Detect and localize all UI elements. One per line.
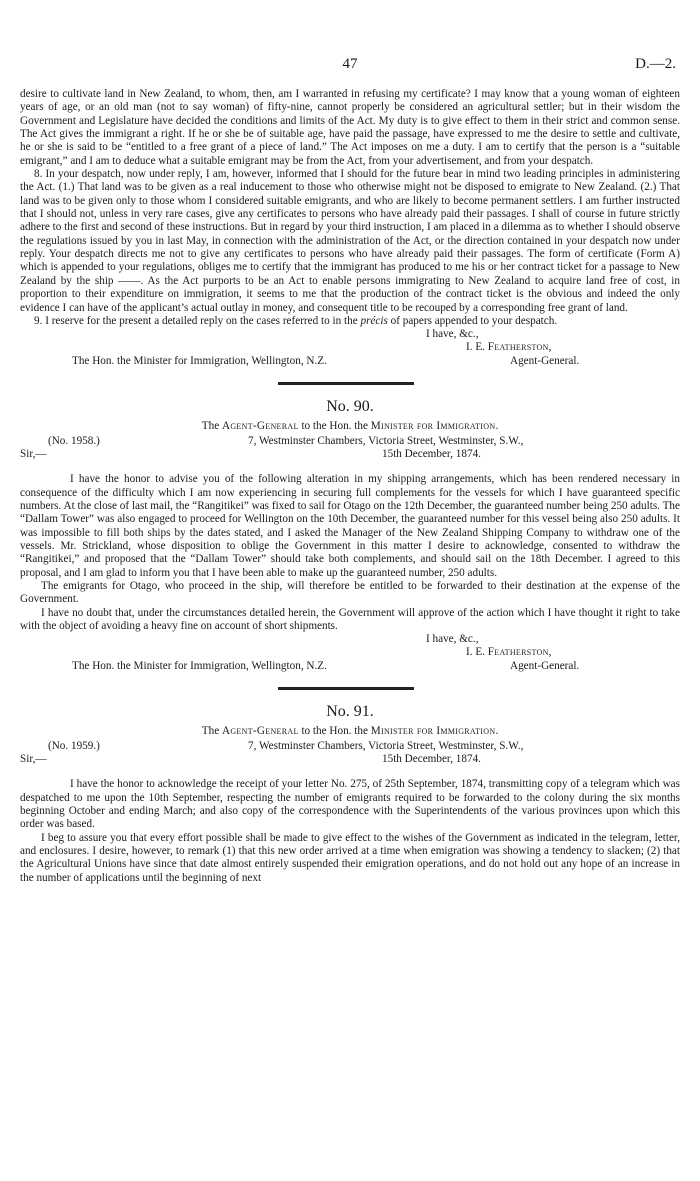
signatory-title: Agent-General.: [510, 660, 580, 673]
signatory-initials: I. E.: [466, 341, 488, 354]
document-reference: D.—2.: [635, 56, 676, 72]
heading-text: to the Hon. the: [298, 420, 371, 433]
sender-address: 7, Westminster Chambers, Victoria Street, Westminster, S.W.,: [248, 740, 524, 753]
paragraph: desire to cultivate land in New Zealand, to whom, then, am I warranted in refusing my certificate? I may know that a young woman of eighteen years of age, or an old man (not to say woman) of fifty-nine, cannot properly be considered an agricultural settler; but in their wisdom the Government and Legislature have decided the conditions and limits of the Act. My duty is to give effect to them in their strict and common sense. The Act gives the immigrant a right. If he or she be of suitable age, have paid the passage, have expressed to me the desire to settle and cultivate, he or she is said to be “entitled to a free grant of a piece of land.” The Act imposes on me a duty. I am to certify that the person is a “suitable emigrant,” and I am to deduce what a suitable emigrant may be from the Act, from your advertisement, and from your despatch.: [20, 88, 680, 167]
paragraph: 8. In your despatch, now under reply, I am, however, informed that I should for the future bear in mind two leading principles in administering the Act. (1.) That land was to be given as a real inducement to those who otherwise might not be disposed to emigrate to New Zealand. (2.) That land was to be given only to those whom I considered suitable emigrants, and who are likely to become permanent settlers. I am further instructed that I should not, unless in very rare cases, give any certificates to persons who have already paid their passages. I shall of course in future strictly adhere to the first and second of these instructions. But in regard by your third instruction, I am placed in a dilemma as to whether I should observe the regulations issued by you in last May, in connection with the administration of the Act, or the direction contained in your despatch now under reply. Your despatch directs me not to give any certificates to persons who have already paid their passages. The form of certificate (Form A) which is appended to your regulations, obliges me to certify that the immigrant has produced to me his or her contract ticket for a passage to New Zealand by the ship ——. As the Act purports to be an Act to enable persons immigrating to New Zealand to acquire land free of cost, in proportion to their expenditure on immigration, it seems to me that the production of the contract ticket is the obvious and indeed the only evidence I can have of the applicant’s actual outlay in money, and consequent title to be recouped by a corresponding free grant of land.: [20, 168, 680, 314]
section-divider: [278, 687, 414, 690]
paragraph: I beg to assure you that every effort possible shall be made to give effect to the wishes of the Government as indicated in the telegram, letter, and enclosures. I desire, however, to remark (1) that this new order arrived at a time when emigration was showing a tendency to slacken; (2) that the Agricultural Unions have since that date almost entirely suspended their emigration operations, and do not hold out any hope of an increase in the number of applications until the beginning of next: [20, 831, 680, 884]
page-number: 47: [342, 56, 358, 72]
section-divider: [278, 382, 414, 385]
letter-91: [20, 702, 680, 885]
heading-sender: Agent-General: [221, 420, 299, 433]
heading-recipient: Minister for Immigration: [370, 725, 496, 738]
heading-text: The: [201, 725, 222, 738]
letter-heading: [20, 419, 680, 433]
heading-text: The: [201, 420, 222, 433]
sender-address: 7, Westminster Chambers, Victoria Street, Westminster, S.W.,: [248, 435, 524, 448]
letter-address-block: [20, 433, 680, 473]
letter-date: 15th December, 1874.: [382, 753, 481, 766]
paragraph: I have no doubt that, under the circumstances detailed herein, the Government will approve of the action which I have thought it right to take with the object of avoiding a heavy fine on account of short shipments.: [20, 606, 680, 632]
heading-text: .: [495, 420, 499, 433]
paragraph-text: of papers appended to your despatch.: [387, 314, 558, 327]
letter-address-block: [20, 738, 680, 778]
letter-heading: [20, 724, 680, 738]
signatory-name: [466, 646, 552, 659]
paragraph: [20, 315, 680, 328]
paragraph-text: 9. I reserve for the present a detailed reply on the cases referred to in the: [34, 314, 361, 327]
letter-date: 15th December, 1874.: [382, 448, 481, 461]
italic-term: précis: [360, 314, 388, 327]
signatory-surname: Featherston,: [487, 341, 552, 354]
heading-text: .: [495, 725, 499, 738]
letter-reference: (No. 1959.): [48, 740, 100, 753]
paragraph: I have the honor to advise you of the following alteration in my shipping arrangements, which has been rendered necessary in consequence of the difficulty which I am now experiencing in securing full complements for the vessels for which I have guaranteed specific numbers. At the close of last mail, the “Rangitikei” was fixed to sail for Otago on the 12th December, the guaranteed number being 250 adults. The “Dallam Tower” was also engaged to proceed for Wellington on the 10th December, the guaranteed number for this vessel being also 250 adults. It was impossible to fill both ships by the dates stated, and I asked the Manager of the New Zealand Shipping Company to withdraw one of the vessels. Mr. Strickland, whose disposition to oblige the Government in this matter I desire to acknowledge, consented to withdraw the “Rangitikei,” and proposed that the “Dallam Tower” should take both complements, and should sail on the 18th December. I agreed to this proposal, and I am glad to inform you that I have been able to make up the guaranteed number, 250 adults.: [20, 473, 680, 579]
page-header: [20, 56, 680, 74]
paragraph: I have the honor to acknowledge the receipt of your letter No. 275, of 25th September, 1874, transmitting copy of a telegram which was despatched to me upon the 10th September, respecting the number of emigrants required to be forwarded to the colony during the six months beginning October and ending March; and also copy of the correspondence with the Superintendents of the various provinces upon which this order was based.: [20, 778, 680, 831]
salutation: Sir,—: [20, 753, 47, 766]
letter-number: No. 91.: [326, 703, 374, 721]
heading-recipient: Minister for Immigration: [370, 420, 496, 433]
signatory-title: Agent-General.: [510, 355, 580, 368]
signature-block: [20, 328, 680, 368]
signatory-surname: Featherston,: [487, 646, 552, 659]
letter-number: No. 90.: [326, 398, 374, 416]
paragraph: The emigrants for Otago, who proceed in the ship, will therefore be entitled to be forwarded to their destination at the expense of the Government.: [20, 579, 680, 606]
letter-reference: (No. 1958.): [48, 435, 100, 448]
signatory-initials: I. E.: [466, 646, 488, 659]
letter-90: [20, 397, 680, 673]
signatory-name: [466, 341, 552, 354]
closing: I have, &c.,: [426, 633, 479, 646]
heading-text: to the Hon. the: [298, 725, 371, 738]
signature-block: [20, 633, 680, 673]
letter-89-continuation: [20, 88, 680, 368]
addressee: The Hon. the Minister for Immigration, Wellington, N.Z.: [72, 660, 327, 673]
closing: I have, &c.,: [426, 328, 479, 341]
addressee: The Hon. the Minister for Immigration, Wellington, N.Z.: [72, 355, 327, 368]
salutation: Sir,—: [20, 448, 47, 461]
page-content: [20, 88, 680, 885]
heading-sender: Agent-General: [221, 725, 299, 738]
